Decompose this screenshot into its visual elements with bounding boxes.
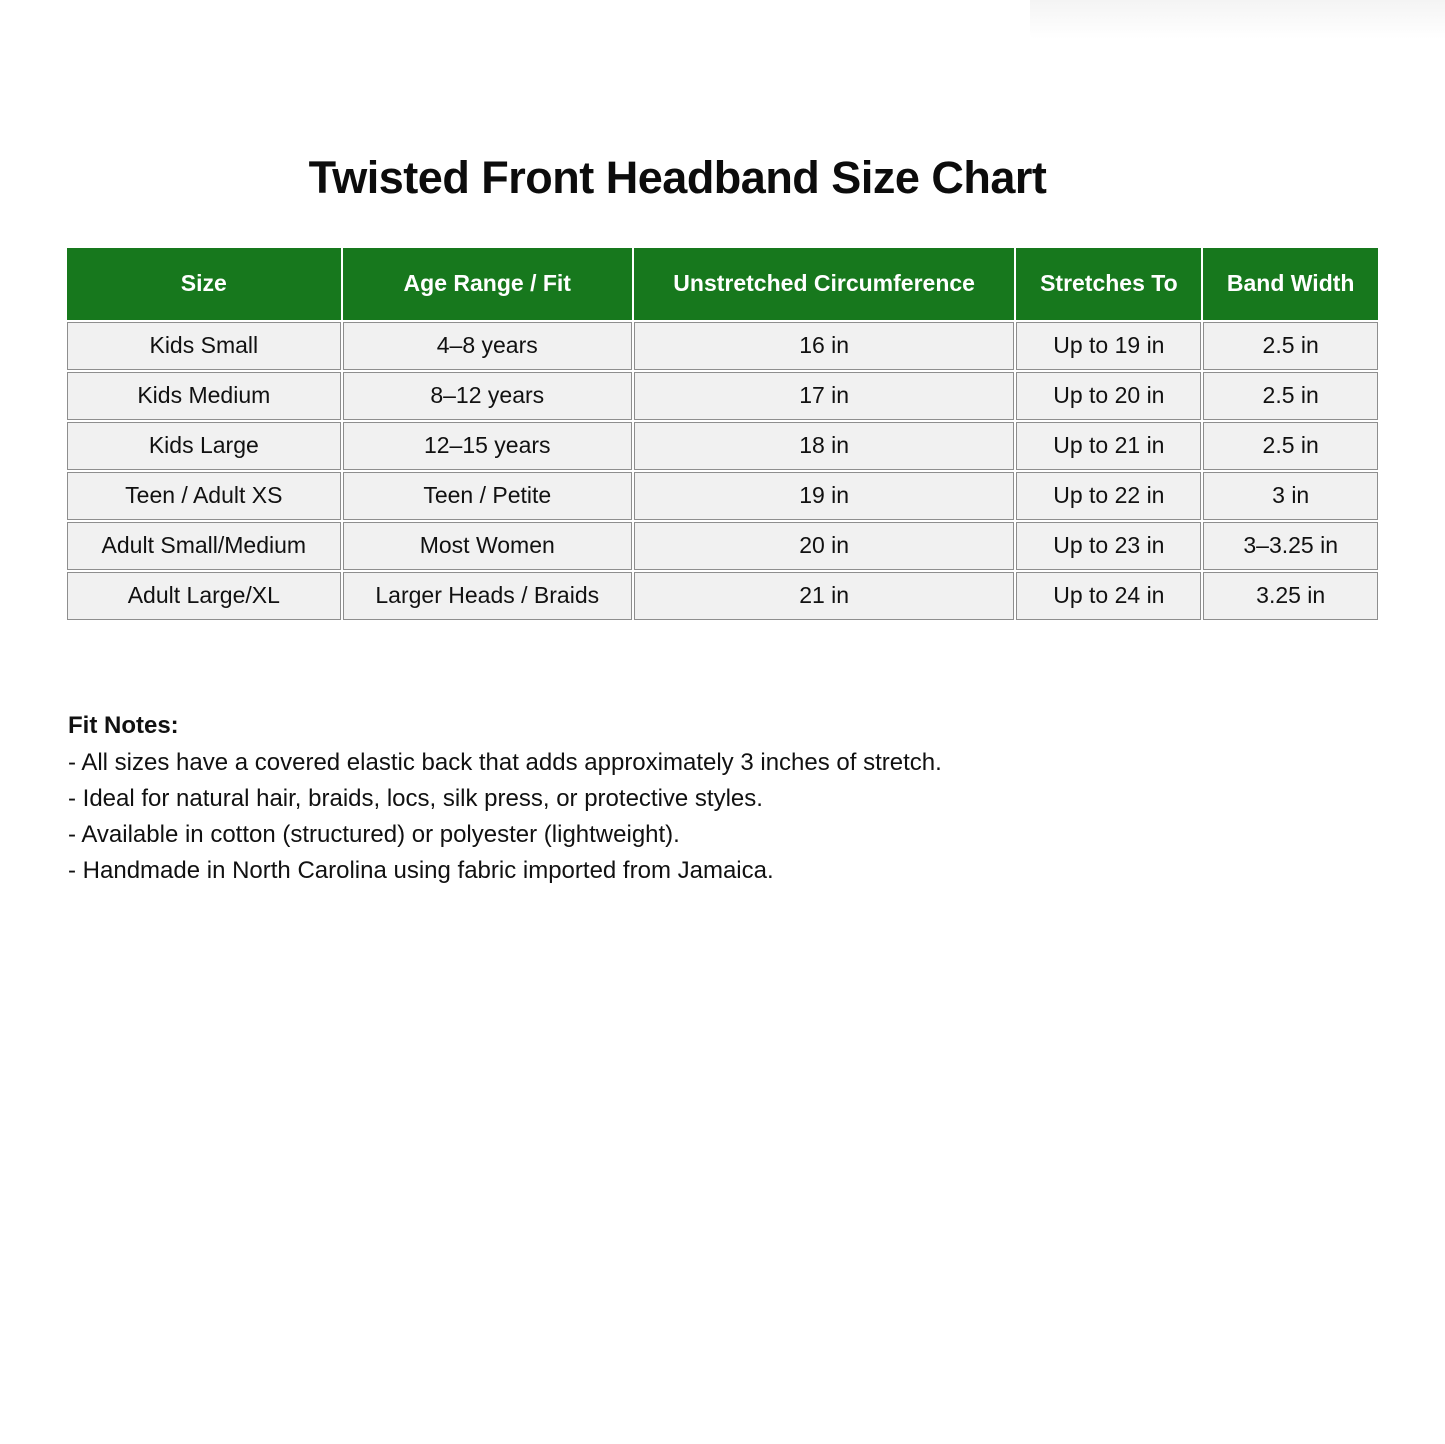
table-row	[67, 372, 1378, 420]
table-cell: 2.5 in	[1203, 322, 1378, 370]
table-cell: Kids Large	[67, 422, 341, 470]
column-header: Band Width	[1203, 248, 1378, 320]
table-cell: 18 in	[634, 422, 1014, 470]
table-cell: 8–12 years	[343, 372, 632, 420]
size-chart-table	[65, 246, 1380, 622]
table-row	[67, 422, 1378, 470]
top-right-shadow	[1030, 0, 1445, 46]
table-cell: 3.25 in	[1203, 572, 1378, 620]
fit-note-item: - Handmade in North Carolina using fabric imported from Jamaica.	[68, 857, 774, 884]
table-cell: 2.5 in	[1203, 422, 1378, 470]
table-cell: 21 in	[634, 572, 1014, 620]
page-title: Twisted Front Headband Size Chart	[308, 152, 1047, 203]
table-cell: 16 in	[634, 322, 1014, 370]
table-cell: Adult Small/Medium	[67, 522, 341, 570]
table-cell: Up to 21 in	[1016, 422, 1201, 470]
table-cell: Up to 23 in	[1016, 522, 1201, 570]
table-cell: Adult Large/XL	[67, 572, 341, 620]
column-header: Stretches To	[1016, 248, 1201, 320]
fit-note-item: - All sizes have a covered elastic back that adds approximately 3 inches of stretch.	[68, 749, 942, 776]
fit-notes-heading: Fit Notes:	[68, 712, 179, 739]
table-row	[67, 472, 1378, 520]
table-cell: Kids Small	[67, 322, 341, 370]
column-header: Unstretched Circumference	[634, 248, 1014, 320]
column-header: Size	[67, 248, 341, 320]
fit-note-item: - Available in cotton (structured) or polyester (lightweight).	[68, 821, 680, 848]
table-row	[67, 522, 1378, 570]
fit-notes-section	[68, 708, 1445, 889]
table-cell: 3 in	[1203, 472, 1378, 520]
table-row	[67, 572, 1378, 620]
column-header: Age Range / Fit	[343, 248, 632, 320]
table-cell: 3–3.25 in	[1203, 522, 1378, 570]
table-cell: Up to 20 in	[1016, 372, 1201, 420]
table-cell: 17 in	[634, 372, 1014, 420]
table-cell: Most Women	[343, 522, 632, 570]
table-cell: Teen / Adult XS	[67, 472, 341, 520]
table-cell: Teen / Petite	[343, 472, 632, 520]
table-cell: 19 in	[634, 472, 1014, 520]
table-header-row	[67, 248, 1378, 320]
fit-note-item: - Ideal for natural hair, braids, locs, silk press, or protective styles.	[68, 785, 763, 812]
table-cell: 12–15 years	[343, 422, 632, 470]
table-cell: Larger Heads / Braids	[343, 572, 632, 620]
table-row	[67, 322, 1378, 370]
fit-notes-list	[68, 745, 1445, 889]
table-cell: Up to 24 in	[1016, 572, 1201, 620]
table-cell: 2.5 in	[1203, 372, 1378, 420]
table-cell: 20 in	[634, 522, 1014, 570]
table-cell: Up to 19 in	[1016, 322, 1201, 370]
table-cell: Up to 22 in	[1016, 472, 1201, 520]
table-cell: Kids Medium	[67, 372, 341, 420]
table-cell: 4–8 years	[343, 322, 632, 370]
